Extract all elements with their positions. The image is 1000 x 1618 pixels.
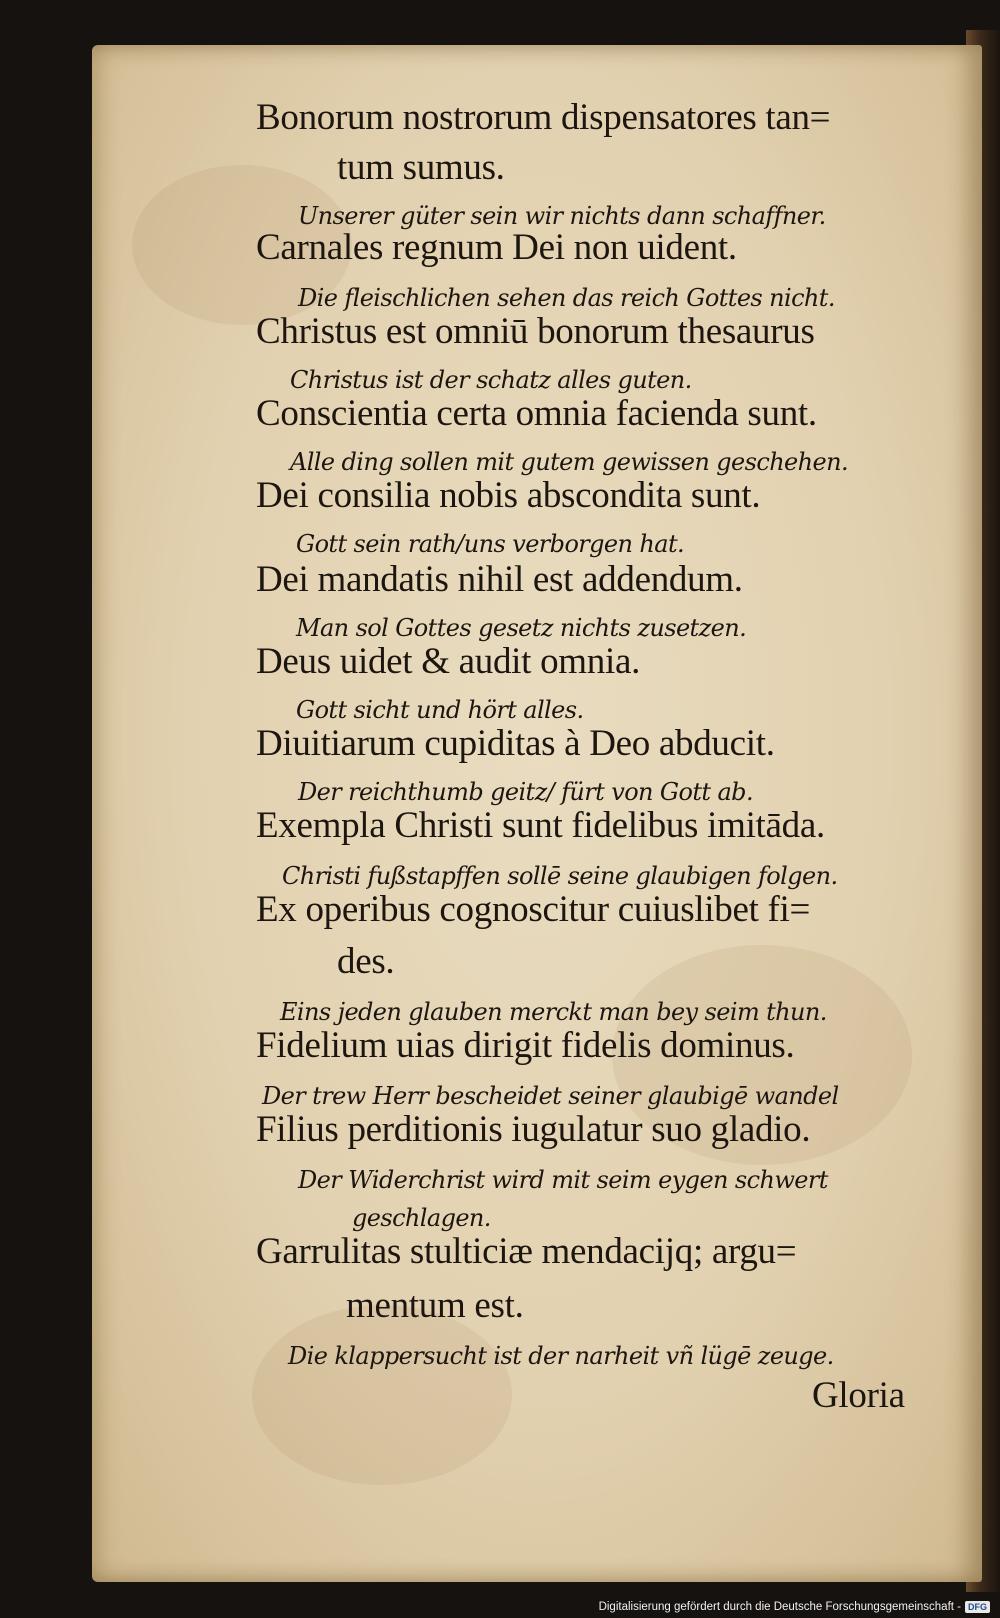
digitization-credit bbox=[599, 1598, 990, 1616]
german-translation-line: Die fleischlichen sehen das reich Gottes nicht. bbox=[298, 284, 835, 312]
latin-proverb-line: Garrulitas stulticiæ mendacijq; argu= bbox=[256, 1231, 797, 1272]
latin-proverb-line: Christus est omniū bonorum thesaurus bbox=[256, 311, 815, 352]
latin-proverb-line: Dei mandatis nihil est addendum. bbox=[256, 559, 743, 600]
german-translation-line: Gott sicht und hört alles. bbox=[296, 696, 584, 724]
latin-proverb-line: des. bbox=[337, 941, 395, 982]
catchword: Gloria bbox=[812, 1375, 905, 1416]
latin-proverb-line: Exempla Christi sunt fidelibus imitāda. bbox=[256, 805, 825, 846]
latin-proverb-line: Fidelium uias dirigit fidelis dominus. bbox=[256, 1025, 795, 1066]
latin-proverb-line: Filius perditionis iugulatur suo gladio. bbox=[256, 1109, 811, 1150]
latin-proverb-line: mentum est. bbox=[346, 1285, 524, 1326]
german-translation-line: Christus ist der schatz alles guten. bbox=[290, 366, 692, 394]
credit-text: Digitalisierung gefördert durch die Deutsche Forschungsgemeinschaft - bbox=[598, 1601, 961, 1613]
latin-proverb-line: Ex operibus cognoscitur cuiuslibet fi= bbox=[256, 889, 811, 930]
dfg-logo: DFG bbox=[965, 1601, 990, 1613]
latin-proverb-line: Diuitiarum cupiditas à Deo abducit. bbox=[256, 723, 775, 764]
latin-proverb-line: Dei consilia nobis abscondita sunt. bbox=[256, 475, 761, 516]
german-translation-line: Eins jeden glauben merckt man bey seim thun. bbox=[280, 998, 827, 1026]
latin-proverb-line: Carnales regnum Dei non uident. bbox=[256, 227, 737, 268]
german-translation-line: Der trew Herr bescheidet seiner glaubigē wandel bbox=[262, 1082, 839, 1110]
german-translation-line: Der reichthumb geitz/ fürt von Gott ab. bbox=[298, 778, 753, 806]
latin-proverb-line: tum sumus. bbox=[337, 147, 505, 188]
german-translation-line: Gott sein rath/uns verborgen hat. bbox=[296, 530, 685, 558]
latin-proverb-line: Conscientia certa omnia facienda sunt. bbox=[256, 393, 817, 434]
german-translation-line: Die klappersucht ist der narheit vñ lügē zeuge. bbox=[288, 1342, 834, 1370]
german-translation-line: Der Widerchrist wird mit seim eygen schwert bbox=[298, 1166, 828, 1194]
german-translation-line: geschlagen. bbox=[352, 1204, 491, 1232]
german-translation-line: Man sol Gottes gesetz nichts zusetzen. bbox=[296, 614, 747, 642]
german-translation-line: Alle ding sollen mit gutem gewissen geschehen. bbox=[290, 448, 849, 476]
german-translation-line: Christi fußstapffen sollē seine glaubigen folgen. bbox=[282, 862, 838, 890]
latin-proverb-line: Deus uidet & audit omnia. bbox=[256, 641, 641, 682]
latin-proverb-line: Bonorum nostrorum dispensatores tan= bbox=[256, 97, 831, 138]
german-translation-line: Unserer güter sein wir nichts dann schaffner. bbox=[298, 202, 826, 230]
